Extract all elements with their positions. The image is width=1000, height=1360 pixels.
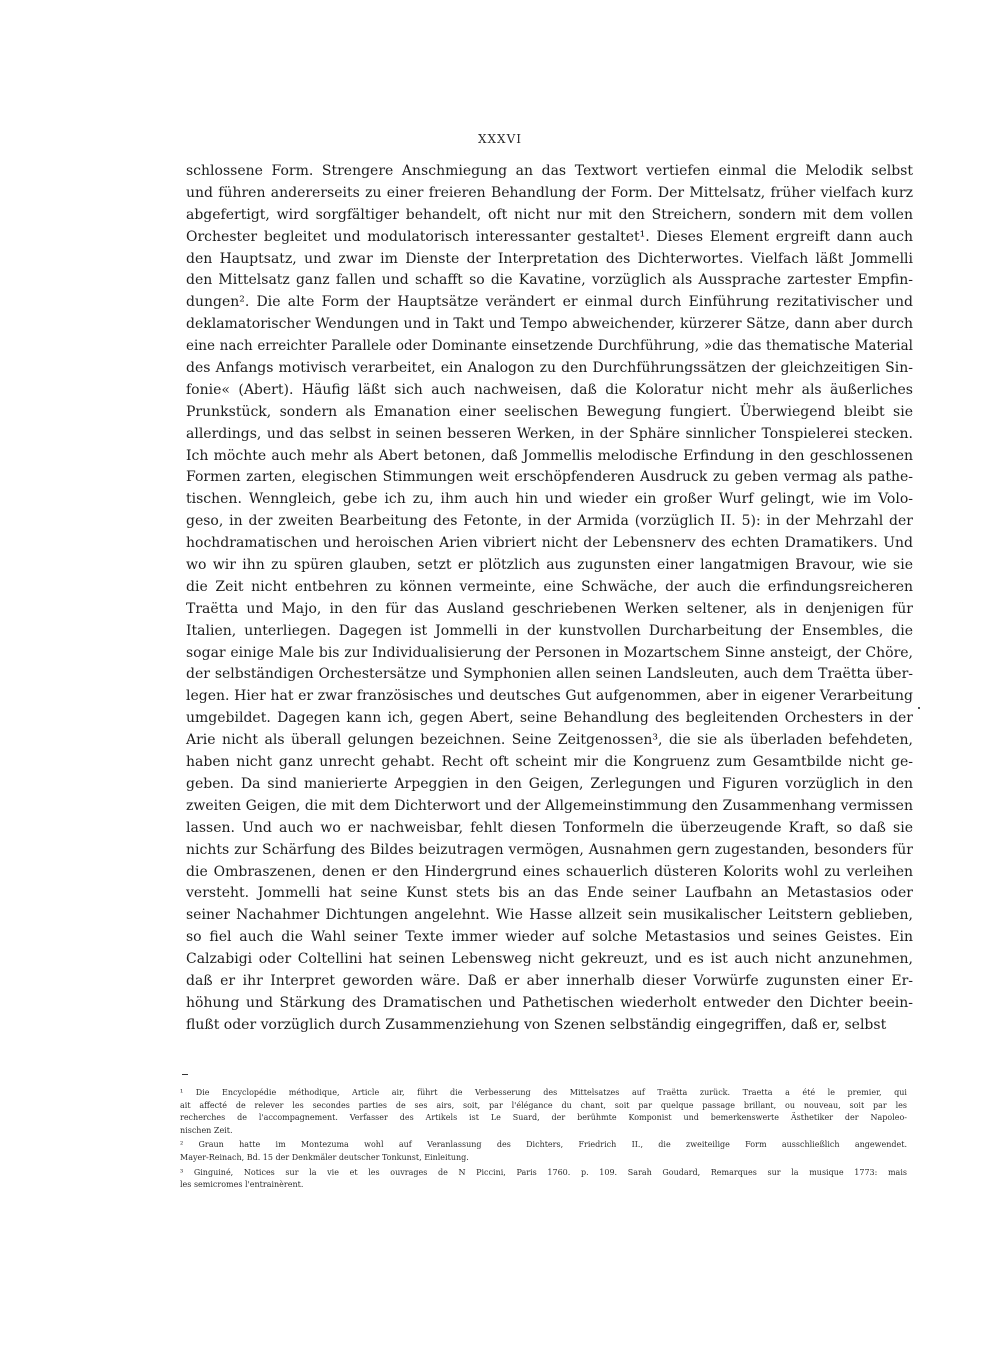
text-line: eine nach erreichter Parallele oder Dominante einsetzende Durchführung, »die das thematische Material — [186, 338, 913, 355]
text-line: flußt oder vorzüglich durch Zusammenziehung von Szenen selbständig eingegriffen, daß er, selbst — [186, 1016, 887, 1033]
footnote-line: les semicromes l'entrainèrent. — [180, 1180, 304, 1190]
text-line: der selbständigen Orchestersätze und Symphonien allen seinen Landsleuten, auch dem Traëtta über- — [186, 666, 913, 683]
text-line: so fiel auch die Wahl seiner Texte immer wieder auf solche Metastasios und seines Geistes. Ein — [186, 929, 913, 946]
text-line: den Mittelsatz ganz fallen und schafft so die Kavatine, vorzüglich als Aussprache zartester Empfin- — [186, 272, 913, 289]
footnote-line: ait affecté de relever les secondes parties de ses airs, soit, par l'élégance du chant, soit par quelque passage brillant, ou nouveau, soit par les — [180, 1100, 907, 1110]
footnote-line: Mayer-Reinach, Bd. 15 der Denkmäler deutscher Tonkunst, Einleitung. — [180, 1152, 469, 1162]
text-line: allerdings, und das selbst in seinen besseren Werken, in der Sphäre sinnlicher Tonspielerei stecken. — [186, 425, 913, 442]
text-line: Arie nicht als überall gelungen bezeichnen. Seine Zeitgenossen³, die sie als überladen befehdeten, — [186, 732, 913, 749]
text-line: hochdramatischen und heroischen Arien vibriert nicht der Lebensnerv des echten Dramatikers. Und — [186, 535, 913, 552]
text-line: zweiten Geigen, die mit dem Dichterwort und der Allgemeinstimmung den Zusammenhang vermissen — [186, 797, 913, 814]
text-line: legen. Hier hat er zwar französisches und deutsches Gut aufgenommen, aber in eigener Verarbeitung — [186, 688, 913, 705]
footnote-line: ¹ Die Encyclopédie méthodique, Article air, führt die Verbesserung des Mittelsatzes auf Traëtta zurück. Traetta a été le premier, qui — [180, 1088, 907, 1097]
text-line: des Anfangs motivisch verarbeitet, ein Analogon zu den Durchführungssätzen der gleichzeitigen Sin- — [186, 360, 913, 377]
page-number: XXXVI — [477, 132, 523, 146]
footnote — [180, 1139, 907, 1164]
footnote-line: recherches de l'accompagnement. Verfasser des Artikels ist Le Suard, der berühmte Komponist und bemerkenswerte Ästhetiker der Napoleo- — [180, 1113, 907, 1123]
footnote-line: ² Graun hatte im Montezuma wohl auf Veranlassung des Dichters, Friedrich II., die zweiteilige Form ausschließlich angewendet. — [180, 1140, 907, 1150]
text-line: fonie« (Abert). Häufig läßt sich auch nachweisen, daß die Koloratur nicht mehr als äußerliches — [186, 381, 913, 398]
text-line: wo wir ihn zu spüren glauben, setzt er plötzlich aus zugunsten einer langatmigen Bravour, wie sie — [186, 557, 913, 574]
text-line: seiner Nachahmer Dichtungen angelehnt. Wie Hasse allzeit sein musikalischer Leitstern geblieben, — [186, 907, 913, 924]
text-line: tischen. Wenngleich, gebe ich zu, ihm auch hin und wieder ein großer Wurf gelingt, wie im Volo- — [186, 491, 913, 508]
text-line: deklamatorischer Wendungen und in Takt und Tempo abweichender, kürzerer Sätze, dann aber durch — [186, 316, 913, 333]
text-line: haben nicht ganz unrecht gehabt. Recht oft scheint mir die Kongruenz zum Gesamtbilde nicht ge- — [186, 754, 913, 771]
text-line: Prunkstück, sondern als Emanation einer seelischen Bewegung fungiert. Überwiegend bleibt sie — [186, 403, 913, 420]
text-line: lassen. Und auch wo er nachweisbar, fehlt diesen Tonformeln die überzeugende Kraft, so daß sie — [186, 819, 913, 836]
footnote-line: nischen Zeit. — [180, 1125, 233, 1135]
text-line: und führen andererseits zu einer freieren Behandlung der Form. Der Mittelsatz, früher vielfach kurz — [186, 184, 913, 201]
footnote — [180, 1167, 907, 1192]
footnotes — [180, 1087, 907, 1192]
text-line: abgefertigt, wird sorgfältiger behandelt, oft nicht nur mit den Streichern, sondern mit dem vollen — [186, 206, 913, 223]
text-line: geso, in der zweiten Bearbeitung des Fetonte, in der Armida (vorzüglich II. 5): in der Mehrzahl der — [186, 513, 913, 530]
text-line: versteht. Jommelli hat seine Kunst stets bis an das Ende seiner Laufbahn an Metastasios oder — [186, 885, 913, 902]
text-line: höhung und Stärkung des Dramatischen und Pathetischen wiederholt entweder den Dichter beein- — [186, 994, 913, 1011]
text-line: Calzabigi oder Coltellini hat seinen Lebensweg nicht gekreuzt, und es ist auch nicht anzunehmen, — [186, 951, 913, 968]
footnote-separator — [182, 1074, 188, 1075]
text-line: Formen zarten, elegischen Stimmungen weit erschöpfenderen Ausdruck zu geben vermag als pathe- — [186, 469, 913, 486]
text-line: Orchester begleitet und modulatorisch interessanter gestaltet¹. Dieses Element ergreift dann auch — [186, 228, 913, 245]
text-line: schlossene Form. Strengere Anschmiegung an das Textwort vertiefen einmal die Melodik selbst — [186, 163, 913, 179]
text-line: umgebildet. Dagegen kann ich, gegen Abert, seine Behandlung des begleitenden Orchesters in der — [186, 710, 913, 727]
text-line: Italien, unterliegen. Dagegen ist Jommelli in der kunstvollen Durcharbeitung der Ensembles, die — [186, 622, 913, 639]
text-line: Ich möchte auch mehr als Abert betonen, daß Jommellis melodische Erfindung in den geschlossenen — [186, 447, 913, 464]
text-line: dungen². Die alte Form der Hauptsätze verändert er einmal durch Einführung rezitativischer und — [186, 294, 913, 311]
text-line: den Hauptsatz, und zwar im Dienste der Interpretation des Dichterwortes. Vielfach läßt Jommelli — [186, 250, 913, 267]
text-line: sogar einige Male bis zur Individualisierung der Personen in Mozartschem Sinne ansteigt, der Chöre, — [186, 644, 913, 661]
text-line: Traëtta und Majo, in den für das Ausland geschriebenen Werken seltener, als in denjenigen für — [186, 600, 913, 617]
text-line: die Ombraszenen, denen er den Hindergrund eines schauerlich düsteren Kolorits wohl zu verleihen — [186, 863, 913, 880]
footnote-line: ³ Ginguiné, Notices sur la vie et les ouvrages de N Piccini, Paris 1760. p. 109. Sarah Goudard, Remarques sur la musique 1773: mais — [180, 1167, 907, 1177]
body-text — [186, 161, 913, 1037]
text-line: die Zeit nicht entbehren zu können vermeinte, eine Schwäche, der auch die erfindungsreicheren — [186, 578, 913, 595]
text-line: nichts zur Schärfung des Bildes beizutragen vermögen, Ausnahmen gern zugestanden, besonders für — [186, 841, 913, 858]
text-line: daß er ihr Interpret geworden wäre. Daß er aber innerhalb dieser Vorwürfe zugunsten einer Er- — [186, 972, 913, 989]
text-line: geben. Da sind manierierte Arpeggien in den Geigen, Zerlegungen und Figuren vorzüglich in den — [186, 775, 913, 792]
margin-mark — [918, 707, 920, 709]
footnote — [180, 1087, 907, 1137]
